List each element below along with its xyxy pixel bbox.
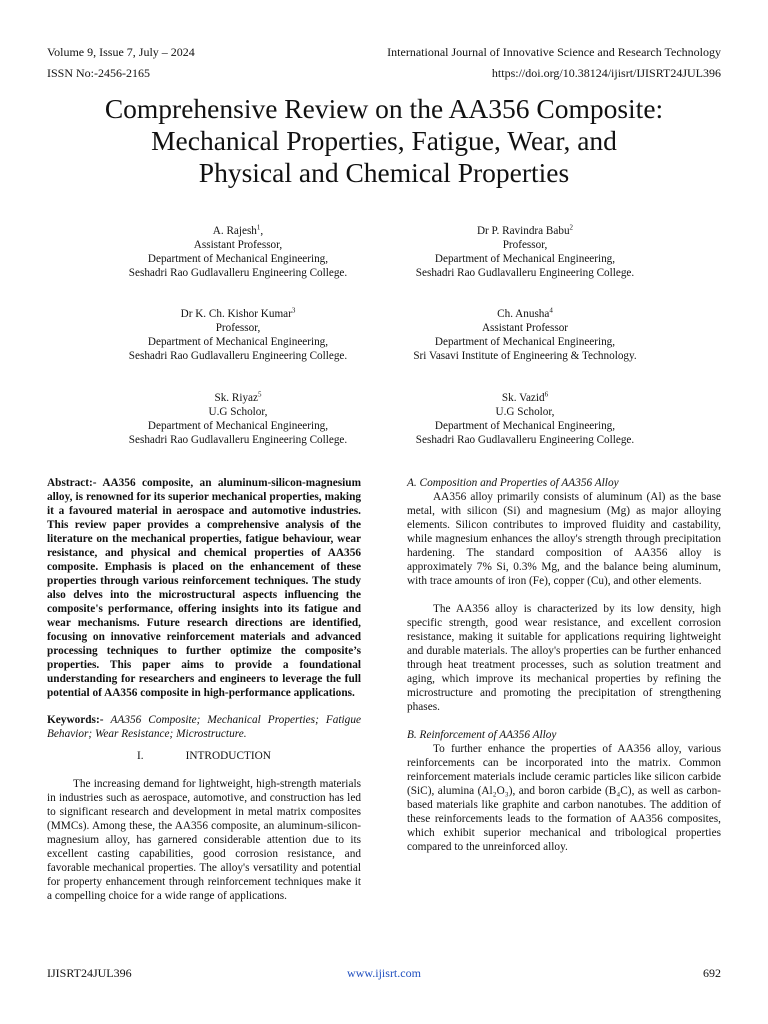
title-line-2: Mechanical Properties, Fatigue, Wear, and [151,125,617,156]
author-inst: Seshadri Rao Gudlavalleru Engineering College. [415,267,635,279]
author-name: Sk. Vazid$^6$ [501,390,549,404]
author-inst: Seshadri Rao Gudlavalleru Engineering College. [128,350,348,362]
author-inst: Seshadri Rao Gudlavalleru Engineering College. [415,434,635,446]
footer-page-number: 692 [703,966,721,980]
keywords [47,713,361,741]
author-name: Dr P. Ravindra Babu$^2$ [476,223,574,237]
left-column [47,476,361,903]
author-dept: Department of Mechanical Engineering, [147,336,329,348]
author-block-1 [73,224,403,280]
subsection-heading-a: A. Composition and Properties of AA356 Alloy [407,477,619,489]
header-volume: Volume 9, Issue 7, July – 2024 [47,45,195,59]
header-issn: ISSN No:-2456-2165 [47,66,151,80]
author-block-2 [360,224,690,280]
section-a-paragraph-2: The AA356 alloy is characterized by its low density, high specific strength, good wear resistance, and excellent corrosion resistance, making it suitable for applications requiring lightweight and durable materials. The alloy's properties can be further enhanced through heat treatment processes, such as solution treatment and aging, which improve its mechanical properties by refining the microstructure and promoting the precipitation of strengthening phases. [407,603,721,713]
author-dept: Department of Mechanical Engineering, [434,420,616,432]
keywords-text: AA356 Composite; Mechanical Properties; Fatigue Behavior; Wear Resistance; Microstructure. [47,714,361,740]
section-a-paragraph-1: AA356 alloy primarily consists of aluminum (Al) as the base metal, with silicon (Si) and magnesium (Mg) as major alloying elements. Silicon contributes to improved fluidity and castability, while magnesium enhances the alloy's strength through precipitation hardening. The standard composition of AA356 alloy is approximately 7% Si, 0.3% Mg, and the balance being aluminum, with trace amounts of iron (Fe), copper (Cu), and other elements. [407,491,721,587]
author-name: Dr K. Ch. Kishor Kumar$^3$ [180,306,296,320]
keywords-label: Keywords:- [47,714,104,726]
author-name: Ch. Anusha$^4$ [497,306,553,320]
abstract-text: Abstract:- AA356 composite, an aluminum-silicon-magnesium alloy, is renowned for its superior mechanical properties, making it a favoured material in aerospace and automotive industries. This review paper provides a comprehensive analysis of the literature on the mechanical properties, fatigue behaviour, wear resistance, and physical and chemical properties of AA356 composite. Emphasis is placed on the enhancement of these properties through various reinforcement techniques. The study also delves into the microstructural aspects influencing the composite's performance, offering insights into its fatigue and wear mechanisms. Future research directions are identified, focusing on innovative reinforcement materials and advanced processing techniques to further optimize the composite’s properties. This paper aims to provide a foundational understanding for researchers and engineers to leverage the full potential of AA356 composite in high-performance applications. [47,477,361,699]
section-title: INTRODUCTION [185,750,271,762]
intro-paragraph: The increasing demand for lightweight, high-strength materials in industries such as aerospace, automotive, and construction has led to significant research and development in metal matrix composites (MMCs). Among these, the AA356 composite, an aluminum-silicon-magnesium alloy, has garnered considerable attention due to its excellent casting capabilities, good corrosion resistance, and favorable mechanical properties. The alloy's versatility and potential for property enhancement through reinforcement techniques make it a compelling choice for a wide range of applications. [47,778,361,902]
author-role: Assistant Professor [481,322,569,334]
author-name: Sk. Riyaz$^5$ [214,390,262,404]
paper-title [40,93,728,189]
author-role: U.G Scholor, [495,406,555,418]
author-block-5 [73,391,403,447]
title-line-1: Comprehensive Review on the AA356 Composite: [104,93,664,124]
author-role: U.G Scholor, [208,406,268,418]
author-role: Professor, [215,322,261,334]
section-b-paragraph-1: To further enhance the properties of AA356 alloy, various reinforcements can be incorporated into the matrix. Common reinforcement materials include ceramic particles like silicon carbide (SiC), alumina (Al₂O₃), and boron carbide (B₄C), as well as carbon-based materials like graphite and carbon nanotubes. The addition of these reinforcements leads to the formation of AA356 composites, which exhibit superior mechanical and tribological properties compared to the unreinforced alloy. [407,743,721,853]
author-block-4 [360,307,690,363]
footer-paper-id: IJISRT24JUL396 [47,966,132,980]
author-block-6 [360,391,690,447]
subsection-heading-b: B. Reinforcement of AA356 Alloy [407,729,557,741]
author-role: Assistant Professor, [193,239,283,251]
author-dept: Department of Mechanical Engineering, [147,420,329,432]
author-inst: Seshadri Rao Gudlavalleru Engineering College. [128,267,348,279]
author-block-3 [73,307,403,363]
author-dept: Department of Mechanical Engineering, [147,253,329,265]
title-line-3: Physical and Chemical Properties [198,157,570,188]
author-inst: Sri Vasavi Institute of Engineering & Technology. [413,350,637,362]
header-journal: International Journal of Innovative Science and Research Technology [387,45,721,59]
section-heading-introduction [47,749,361,763]
right-column [407,476,721,854]
author-dept: Department of Mechanical Engineering, [434,336,616,348]
author-name: A. Rajesh$^1$, [212,223,264,237]
author-dept: Department of Mechanical Engineering, [434,253,616,265]
header-doi[interactable]: https://doi.org/10.38124/ijisrt/IJISRT24JUL396 [491,66,721,80]
author-role: Professor, [502,239,548,251]
footer-website-link[interactable]: www.ijisrt.com [347,966,421,980]
abstract [47,476,361,700]
section-number: I. [137,750,144,762]
author-inst: Seshadri Rao Gudlavalleru Engineering College. [128,434,348,446]
